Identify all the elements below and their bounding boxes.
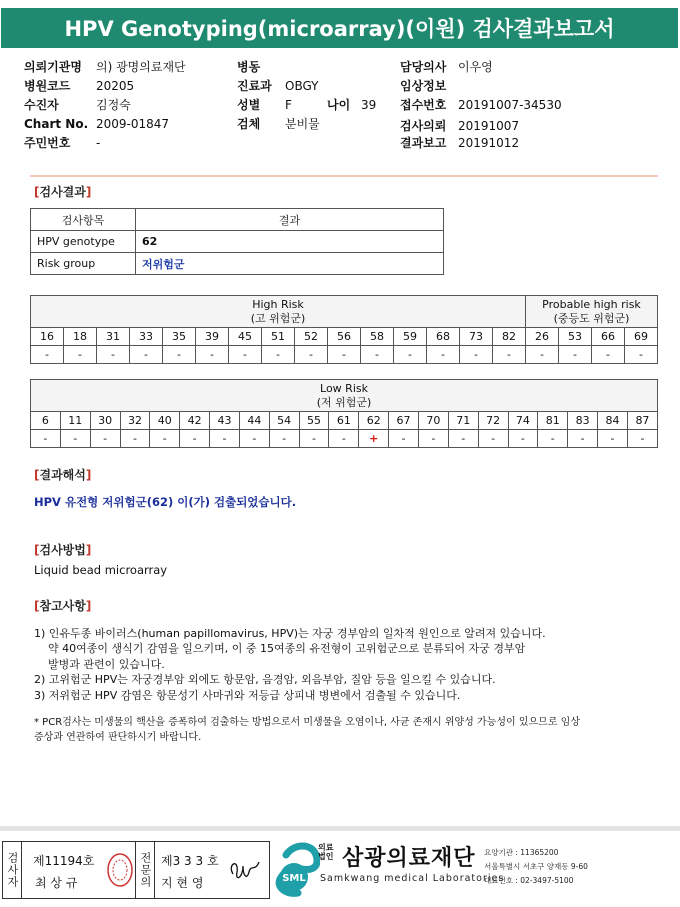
- inspector-label: 검사자: [3, 842, 22, 898]
- footer-divider: [0, 826, 680, 831]
- doctor-row: [400, 58, 493, 75]
- high-risk-result: -: [361, 346, 394, 364]
- high-risk-results-row: [31, 346, 658, 364]
- low-risk-type: 6: [31, 412, 61, 430]
- inspector-no: 제11194호: [33, 854, 95, 868]
- section-interpretation-label: 결과해석: [39, 468, 86, 482]
- patient-value: 김정숙: [96, 98, 131, 112]
- low-risk-type: 43: [210, 412, 240, 430]
- report-date-label: 결과보고: [400, 136, 447, 150]
- low-risk-type: 84: [598, 412, 628, 430]
- signature-box: [2, 841, 270, 899]
- probable-risk-result: -: [625, 346, 658, 364]
- receipt-no-row: [400, 96, 562, 113]
- high-risk-title: High Risk: [252, 297, 304, 311]
- high-risk-type: 58: [361, 328, 394, 346]
- high-risk-result: -: [97, 346, 130, 364]
- reference-line-1b: 약 40여종이 생식기 감염을 일으키며, 이 중 15여종의 유전형이 고위험군으로 분류되어 자궁 경부암: [48, 642, 526, 656]
- high-risk-result: -: [229, 346, 262, 364]
- low-risk-type: 81: [538, 412, 568, 430]
- low-risk-result: -: [239, 430, 269, 448]
- high-risk-type: 33: [130, 328, 163, 346]
- high-risk-result: -: [196, 346, 229, 364]
- high-risk-type: 39: [196, 328, 229, 346]
- institution-name: 삼광의료재단: [342, 846, 476, 871]
- specialist-no: 제3 3 3 호: [161, 854, 219, 868]
- low-risk-type: 32: [120, 412, 150, 430]
- institution-info: [484, 846, 588, 888]
- low-risk-type: 72: [478, 412, 508, 430]
- ward-label: 병동: [237, 60, 261, 74]
- high-risk-types-row: [31, 328, 658, 346]
- institution-label: 의뢰기관명: [24, 60, 82, 74]
- low-risk-type: 87: [627, 412, 657, 430]
- low-risk-result: -: [210, 430, 240, 448]
- probable-risk-type: 53: [559, 328, 592, 346]
- low-risk-result: -: [568, 430, 598, 448]
- probable-risk-type: 26: [526, 328, 559, 346]
- col-result-header: 결과: [136, 209, 444, 231]
- low-risk-type: 83: [568, 412, 598, 430]
- high-risk-result: -: [460, 346, 493, 364]
- section-reference-heading: [참고사항]: [34, 599, 92, 613]
- age-label: 나이: [327, 98, 351, 112]
- low-risk-type: 67: [389, 412, 419, 430]
- institution-address: 서울특별시 서초구 양재동 9-60: [484, 862, 588, 871]
- section-method-label: 검사방법: [39, 543, 86, 557]
- institution-value: 의) 광명의료재단: [96, 60, 186, 74]
- sml-logo-text: SML: [282, 873, 306, 884]
- high-risk-type: 18: [64, 328, 97, 346]
- inspector-seal-icon: [106, 852, 134, 888]
- sml-logo-icon: [272, 841, 320, 897]
- low-risk-type: 44: [239, 412, 269, 430]
- probable-risk-result: -: [559, 346, 592, 364]
- section-result-label: 검사결과: [39, 185, 86, 199]
- result-table: [30, 208, 444, 275]
- risk-group-label: Risk group: [31, 253, 136, 275]
- hospital-code-value: 20205: [96, 79, 135, 93]
- request-date-label: 검사의뢰: [400, 119, 447, 133]
- high-risk-result: -: [64, 346, 97, 364]
- low-risk-result: -: [627, 430, 657, 448]
- receipt-no-label: 접수번호: [400, 98, 447, 112]
- clinical-info-row: [400, 77, 458, 94]
- section-result-heading: [검사결과]: [34, 185, 92, 199]
- reference-line-1: 1) 인유두종 바이러스(human papillomavirus, HPV)는 자궁 경부암의 일차적 원인으로 알려져 있습니다.: [34, 627, 546, 640]
- low-risk-type: 55: [299, 412, 329, 430]
- high-risk-header: [31, 296, 526, 328]
- reference-line-2: 2) 고위험군 HPV는 자궁경부암 외에도 항문암, 음경암, 외음부암, 질암 등을 일으킬 수 있습니다.: [34, 673, 496, 687]
- chart-no-value: 2009-01847: [96, 117, 170, 131]
- low-risk-type: 11: [60, 412, 90, 430]
- request-date-value: 20191007: [458, 119, 520, 133]
- high-risk-type: 45: [229, 328, 262, 346]
- col-item-header: 검사항목: [31, 209, 136, 231]
- low-risk-result: -: [120, 430, 150, 448]
- low-risk-header: [31, 380, 658, 412]
- low-risk-result: +: [359, 430, 389, 448]
- sex-label: 성별: [237, 98, 261, 112]
- high-risk-result: -: [493, 346, 526, 364]
- age-value: 39: [361, 98, 377, 112]
- specialist-label: 전문의: [135, 842, 155, 898]
- low-risk-result: -: [31, 430, 61, 448]
- reference-text: [34, 626, 654, 703]
- high-risk-type: 56: [328, 328, 361, 346]
- method-text: Liquid bead microarray: [34, 563, 168, 577]
- low-risk-type: 61: [329, 412, 359, 430]
- sex-row: [237, 96, 376, 113]
- low-risk-grid: [30, 379, 658, 448]
- specimen-value: 분비물: [285, 117, 320, 131]
- low-risk-title: Low Risk: [320, 381, 368, 395]
- high-risk-grid: [30, 295, 658, 364]
- inspector-name: 최 상 규: [35, 876, 78, 890]
- specialist-name: 지 현 영: [161, 876, 204, 890]
- high-risk-type: 73: [460, 328, 493, 346]
- low-risk-result: -: [508, 430, 538, 448]
- low-risk-result: -: [389, 430, 419, 448]
- low-risk-types-row: [31, 412, 658, 430]
- high-risk-result: -: [394, 346, 427, 364]
- low-risk-type: 62: [359, 412, 389, 430]
- low-risk-subtitle: (저 위험군): [316, 395, 372, 409]
- hospital-code-row: [24, 77, 134, 94]
- high-risk-result: -: [328, 346, 361, 364]
- high-risk-result: -: [427, 346, 460, 364]
- low-risk-result: -: [538, 430, 568, 448]
- low-risk-results-row: [31, 430, 658, 448]
- report-title: HPV Genotyping(microarray)(이원) 검사결과보고서: [1, 8, 678, 48]
- institution-english-name: Samkwang medical Laboratories: [320, 873, 505, 884]
- probable-risk-type: 66: [592, 328, 625, 346]
- institution-prefix-2: 법인: [318, 852, 334, 861]
- doctor-value: 이우영: [458, 60, 493, 74]
- high-risk-result: -: [262, 346, 295, 364]
- low-risk-result: -: [478, 430, 508, 448]
- genotype-value: 62: [136, 231, 444, 253]
- high-risk-result: -: [163, 346, 196, 364]
- receipt-no-value: 20191007-34530: [458, 98, 562, 112]
- institution-row: [24, 58, 186, 75]
- risk-group-value: 저위험군: [136, 253, 444, 275]
- probable-risk-result: -: [526, 346, 559, 364]
- probable-risk-type: 69: [625, 328, 658, 346]
- genotype-label: HPV genotype: [31, 231, 136, 253]
- chart-no-row: [24, 117, 169, 131]
- resident-no-row: [24, 134, 100, 151]
- section-interpretation-heading: [결과해석]: [34, 468, 92, 482]
- low-risk-result: -: [448, 430, 478, 448]
- probable-risk-result: -: [592, 346, 625, 364]
- doctor-label: 담당의사: [400, 60, 447, 74]
- low-risk-result: -: [269, 430, 299, 448]
- interpretation-text: HPV 유전형 저위험군(62) 이(가) 검출되었습니다.: [34, 495, 297, 509]
- institution-code: 요양기관 : 11365200: [484, 848, 559, 857]
- section-method-heading: [검사방법]: [34, 543, 92, 557]
- department-row: [237, 77, 319, 94]
- probable-risk-header: [526, 296, 658, 328]
- table-row: [31, 253, 444, 275]
- low-risk-type: 54: [269, 412, 299, 430]
- result-table-header: [31, 209, 444, 231]
- high-risk-type: 82: [493, 328, 526, 346]
- high-risk-type: 51: [262, 328, 295, 346]
- low-risk-type: 30: [90, 412, 120, 430]
- pcr-note-line-2: 증상과 연관하여 판단하시기 바랍니다.: [34, 732, 202, 743]
- table-row: [31, 231, 444, 253]
- ward-row: [237, 58, 285, 75]
- low-risk-type: 74: [508, 412, 538, 430]
- reference-line-1c: 발병과 관련이 있습니다.: [48, 657, 165, 671]
- low-risk-type: 40: [150, 412, 180, 430]
- low-risk-result: -: [180, 430, 210, 448]
- specialist-signature-icon: [225, 852, 263, 888]
- department-label: 진료과: [237, 79, 272, 93]
- institution-tel: 대표번호 : 02-3497-5100: [484, 876, 574, 885]
- probable-risk-subtitle: (중등도 위험군): [553, 311, 630, 325]
- specimen-row: [237, 115, 320, 132]
- patient-label: 수진자: [24, 98, 59, 112]
- low-risk-type: 71: [448, 412, 478, 430]
- high-risk-type: 52: [295, 328, 328, 346]
- high-risk-subtitle: (고 위험군): [250, 311, 306, 325]
- low-risk-result: -: [329, 430, 359, 448]
- high-risk-result: -: [31, 346, 64, 364]
- low-risk-result: -: [150, 430, 180, 448]
- sex-value: F: [285, 98, 292, 112]
- request-date-row: [400, 117, 519, 134]
- probable-risk-title: Probable high risk: [542, 297, 641, 311]
- low-risk-result: -: [418, 430, 448, 448]
- low-risk-result: -: [60, 430, 90, 448]
- report-date-value: 20191012: [458, 136, 520, 150]
- high-risk-type: 59: [394, 328, 427, 346]
- specimen-label: 검체: [237, 117, 261, 131]
- high-risk-type: 68: [427, 328, 460, 346]
- institution-prefix-1: 의료: [318, 843, 334, 852]
- high-risk-result: -: [295, 346, 328, 364]
- chart-no-label: Chart No.: [24, 117, 89, 131]
- report-date-row: [400, 134, 519, 151]
- low-risk-result: -: [90, 430, 120, 448]
- pcr-note-line-1: * PCR검사는 미생물의 핵산을 증폭하여 검출하는 방법으로서 미생물을 오염이나, 사균 존재시 위양성 가능성이 있으므로 임상: [34, 717, 580, 728]
- clinical-info-label: 임상정보: [400, 79, 447, 93]
- high-risk-type: 35: [163, 328, 196, 346]
- high-risk-type: 31: [97, 328, 130, 346]
- low-risk-result: -: [598, 430, 628, 448]
- section-reference-label: 참고사항: [39, 599, 86, 613]
- resident-no-value: -: [96, 136, 101, 150]
- department-value: OBGY: [285, 79, 319, 93]
- separator-line: [30, 175, 658, 177]
- institution-prefix: [318, 843, 333, 861]
- reference-line-3: 3) 저위험군 HPV 감염은 항문성기 사마귀와 저등급 상피내 병변에서 검출될 수 있습니다.: [34, 688, 461, 702]
- high-risk-result: -: [130, 346, 163, 364]
- hospital-code-label: 병원코드: [24, 79, 71, 93]
- patient-row: [24, 96, 131, 113]
- low-risk-result: -: [299, 430, 329, 448]
- resident-no-label: 주민번호: [24, 136, 71, 150]
- low-risk-type: 70: [418, 412, 448, 430]
- high-risk-type: 16: [31, 328, 64, 346]
- pcr-note: [34, 715, 654, 745]
- low-risk-type: 42: [180, 412, 210, 430]
